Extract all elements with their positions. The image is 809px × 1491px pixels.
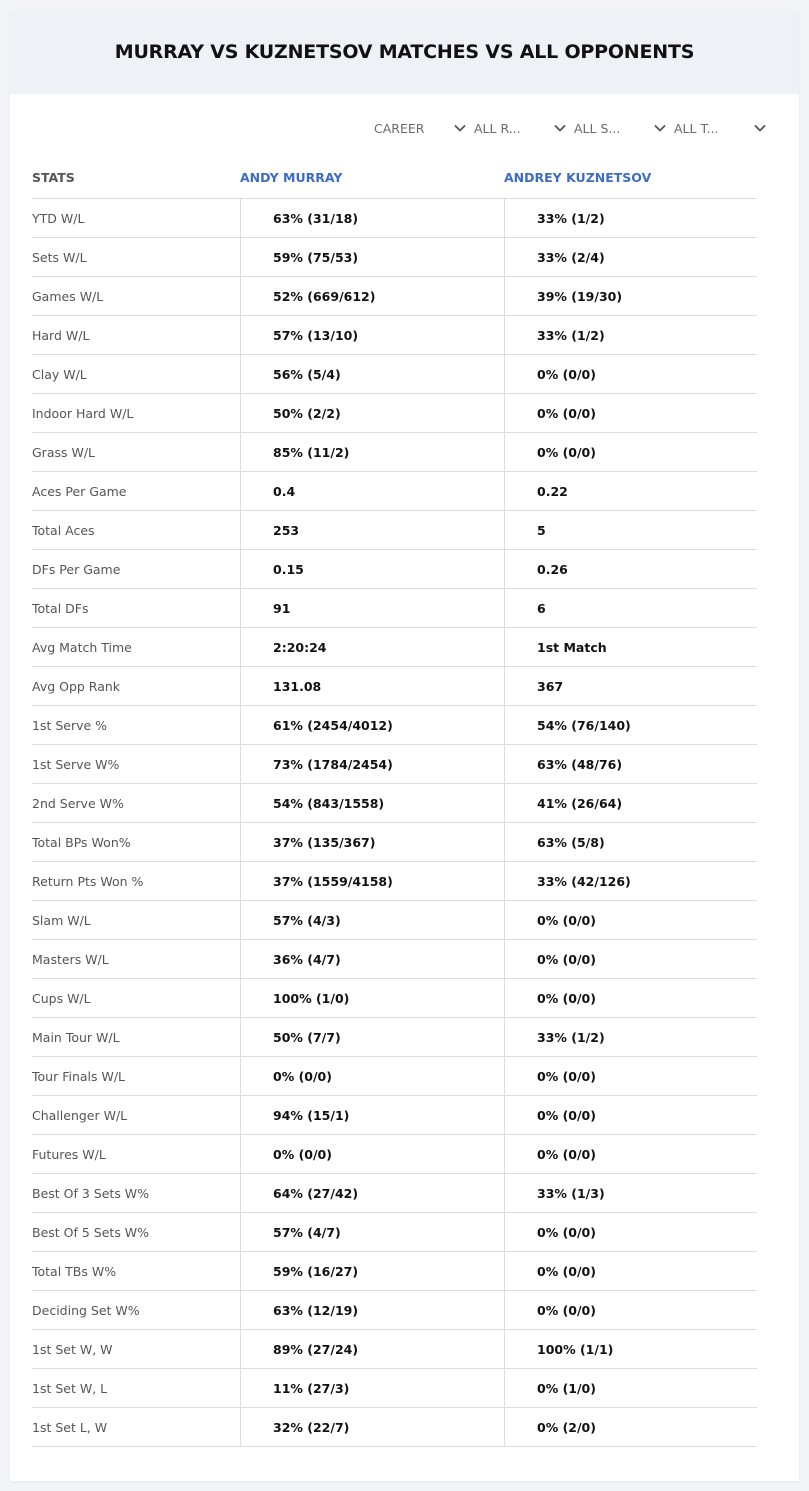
player2-value: 41% (26/64) <box>504 784 757 822</box>
table-row <box>32 550 757 589</box>
player2-value: 0% (0/0) <box>504 979 757 1017</box>
stat-label: Avg Opp Rank <box>32 678 121 694</box>
page-title: MURRAY VS KUZNETSOV MATCHES VS ALL OPPONENTS <box>114 41 695 63</box>
player2-value: 0% (0/0) <box>504 1096 757 1134</box>
table-row <box>32 394 757 433</box>
stats-column-header: STATS <box>32 170 75 185</box>
player2-value: 0% (0/0) <box>504 1213 757 1251</box>
player1-value: 94% (15/1) <box>240 1096 504 1134</box>
filter-label: ALL R... <box>474 120 521 136</box>
stat-label: Total TBs W% <box>32 1263 117 1279</box>
chevron-down-icon <box>552 120 568 136</box>
player1-value: 56% (5/4) <box>240 355 504 393</box>
player2-value: 0% (0/0) <box>504 1135 757 1173</box>
surfaces-filter-select[interactable] <box>572 117 672 139</box>
player1-link[interactable]: ANDY MURRAY <box>240 170 343 185</box>
table-row <box>32 433 757 472</box>
career-filter-select[interactable] <box>372 117 472 139</box>
table-row <box>32 1096 757 1135</box>
table-row <box>32 823 757 862</box>
filter-label: CAREER <box>374 120 425 136</box>
player2-value: 5 <box>504 511 757 549</box>
player2-value: 1st Match <box>504 628 757 666</box>
player1-value: 89% (27/24) <box>240 1330 504 1368</box>
stat-label: 1st Set W, W <box>32 1341 113 1357</box>
table-row <box>32 1018 757 1057</box>
table-row <box>32 1057 757 1096</box>
table-row <box>32 1330 757 1369</box>
table-row <box>32 745 757 784</box>
stat-label: Avg Match Time <box>32 639 132 655</box>
stat-label: Hard W/L <box>32 327 90 343</box>
tournaments-filter-select[interactable] <box>672 117 772 139</box>
player1-value: 85% (11/2) <box>240 433 504 471</box>
player1-value: 100% (1/0) <box>240 979 504 1017</box>
player1-value: 54% (843/1558) <box>240 784 504 822</box>
player1-value: 57% (4/3) <box>240 901 504 939</box>
stat-label: 1st Serve % <box>32 717 108 733</box>
stat-label: 2nd Serve W% <box>32 795 124 811</box>
table-row <box>32 1213 757 1252</box>
stat-label: Cups W/L <box>32 990 91 1006</box>
player2-value: 0% (0/0) <box>504 901 757 939</box>
stat-label: Return Pts Won % <box>32 873 144 889</box>
table-row <box>32 238 757 277</box>
player2-value: 33% (42/126) <box>504 862 757 900</box>
stat-label: Main Tour W/L <box>32 1029 120 1045</box>
table-row <box>32 316 757 355</box>
player2-value: 367 <box>504 667 757 705</box>
player2-value: 0% (0/0) <box>504 433 757 471</box>
table-row <box>32 706 757 745</box>
player1-value: 61% (2454/4012) <box>240 706 504 744</box>
player1-value: 0% (0/0) <box>240 1057 504 1095</box>
player2-value: 0% (0/0) <box>504 1291 757 1329</box>
player1-value: 91 <box>240 589 504 627</box>
stat-label: Total Aces <box>32 522 95 538</box>
player2-value: 33% (1/3) <box>504 1174 757 1212</box>
chevron-down-icon <box>452 120 468 136</box>
stats-table <box>32 198 757 1447</box>
player2-value: 0% (1/0) <box>504 1369 757 1407</box>
table-row <box>32 511 757 550</box>
player2-value: 33% (2/4) <box>504 238 757 276</box>
stat-label: Best Of 5 Sets W% <box>32 1224 150 1240</box>
filter-bar <box>372 117 772 139</box>
player1-value: 0.15 <box>240 550 504 588</box>
stat-label: Total DFs <box>32 600 89 616</box>
table-row <box>32 1252 757 1291</box>
player1-value: 11% (27/3) <box>240 1369 504 1407</box>
player2-value: 33% (1/2) <box>504 199 757 237</box>
player2-value: 100% (1/1) <box>504 1330 757 1368</box>
chevron-down-icon <box>752 120 768 136</box>
stat-label: Deciding Set W% <box>32 1302 140 1318</box>
filter-label: ALL S... <box>574 120 621 136</box>
player1-value: 63% (31/18) <box>240 199 504 237</box>
stat-label: Masters W/L <box>32 951 109 967</box>
stat-label: Games W/L <box>32 288 104 304</box>
player2-value: 0% (2/0) <box>504 1408 757 1446</box>
player1-value: 63% (12/19) <box>240 1291 504 1329</box>
table-row <box>32 277 757 316</box>
player1-value: 52% (669/612) <box>240 277 504 315</box>
table-row <box>32 1135 757 1174</box>
player2-value: 63% (5/8) <box>504 823 757 861</box>
player1-value: 59% (75/53) <box>240 238 504 276</box>
stat-label: 1st Set W, L <box>32 1380 108 1396</box>
chevron-down-icon <box>652 120 668 136</box>
stat-label: Futures W/L <box>32 1146 106 1162</box>
table-row <box>32 1291 757 1330</box>
stat-label: Indoor Hard W/L <box>32 405 134 421</box>
player1-value: 253 <box>240 511 504 549</box>
stat-label: Sets W/L <box>32 249 87 265</box>
stat-label: Aces Per Game <box>32 483 127 499</box>
table-row <box>32 1369 757 1408</box>
table-header <box>32 160 757 198</box>
table-row <box>32 589 757 628</box>
player2-value: 54% (76/140) <box>504 706 757 744</box>
stat-label: DFs Per Game <box>32 561 121 577</box>
card-header <box>10 10 799 94</box>
table-row <box>32 1408 757 1447</box>
player1-value: 57% (4/7) <box>240 1213 504 1251</box>
player1-value: 50% (7/7) <box>240 1018 504 1056</box>
table-row <box>32 667 757 706</box>
player1-value: 36% (4/7) <box>240 940 504 978</box>
table-row <box>32 199 757 238</box>
player1-value: 32% (22/7) <box>240 1408 504 1446</box>
player2-value: 39% (19/30) <box>504 277 757 315</box>
table-row <box>32 940 757 979</box>
stat-label: Tour Finals W/L <box>32 1068 126 1084</box>
player2-value: 0% (0/0) <box>504 1057 757 1095</box>
player1-value: 37% (135/367) <box>240 823 504 861</box>
table-row <box>32 784 757 823</box>
player2-value: 33% (1/2) <box>504 316 757 354</box>
stat-label: Total BPs Won% <box>32 834 131 850</box>
table-row <box>32 355 757 394</box>
stat-label: Grass W/L <box>32 444 96 460</box>
player2-value: 0% (0/0) <box>504 940 757 978</box>
table-row <box>32 979 757 1018</box>
player1-value: 64% (27/42) <box>240 1174 504 1212</box>
rounds-filter-select[interactable] <box>472 117 572 139</box>
table-row <box>32 472 757 511</box>
stat-label: YTD W/L <box>32 210 85 226</box>
player1-value: 131.08 <box>240 667 504 705</box>
table-row <box>32 1174 757 1213</box>
player2-value: 0.22 <box>504 472 757 510</box>
player2-value: 0% (0/0) <box>504 394 757 432</box>
table-row <box>32 862 757 901</box>
player2-link[interactable]: ANDREY KUZNETSOV <box>504 170 652 185</box>
player1-value: 0.4 <box>240 472 504 510</box>
player2-value: 0.26 <box>504 550 757 588</box>
stat-label: Clay W/L <box>32 366 87 382</box>
player1-value: 57% (13/10) <box>240 316 504 354</box>
stat-label: 1st Serve W% <box>32 756 120 772</box>
table-row <box>32 901 757 940</box>
player1-value: 73% (1784/2454) <box>240 745 504 783</box>
stat-label: Best Of 3 Sets W% <box>32 1185 150 1201</box>
player2-value: 6 <box>504 589 757 627</box>
stat-label: Slam W/L <box>32 912 91 928</box>
player2-value: 33% (1/2) <box>504 1018 757 1056</box>
table-row <box>32 628 757 667</box>
stat-label: 1st Set L, W <box>32 1419 108 1435</box>
player1-value: 37% (1559/4158) <box>240 862 504 900</box>
player1-value: 0% (0/0) <box>240 1135 504 1173</box>
player2-value: 63% (48/76) <box>504 745 757 783</box>
player1-value: 2:20:24 <box>240 628 504 666</box>
player2-value: 0% (0/0) <box>504 1252 757 1290</box>
player2-value: 0% (0/0) <box>504 355 757 393</box>
filter-label: ALL T... <box>674 120 719 136</box>
player1-value: 59% (16/27) <box>240 1252 504 1290</box>
player1-value: 50% (2/2) <box>240 394 504 432</box>
stat-label: Challenger W/L <box>32 1107 128 1123</box>
